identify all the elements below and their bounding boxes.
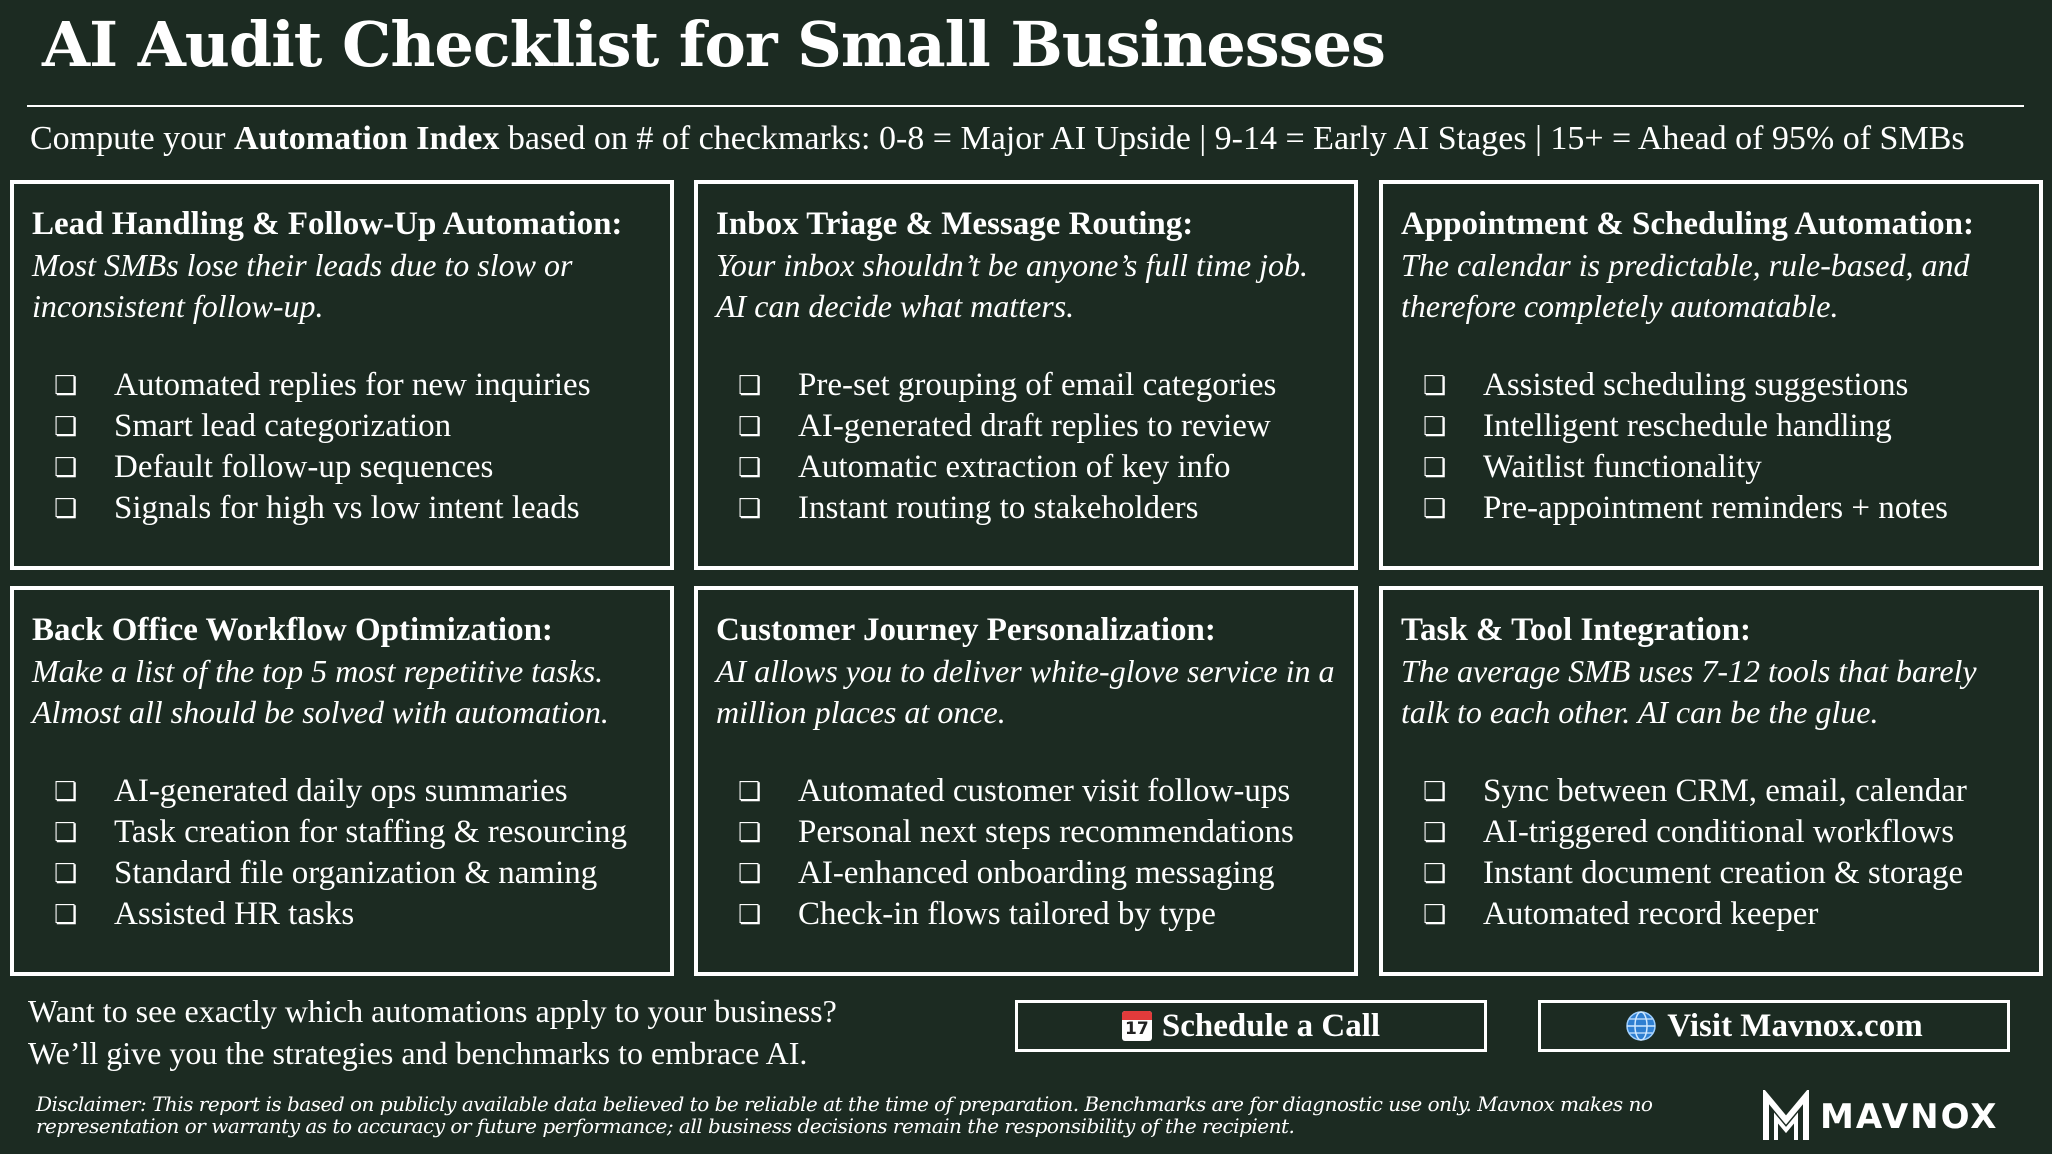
- checklist: [32, 365, 652, 529]
- checkbox-icon[interactable]: ❏: [738, 411, 762, 442]
- cta-line-1: Want to see exactly which automations apply to your business?: [28, 993, 837, 1029]
- card-title: Customer Journey Personalization:: [716, 612, 1216, 648]
- checkbox-icon[interactable]: ❏: [738, 452, 762, 483]
- checkbox-icon[interactable]: ❏: [1423, 411, 1447, 442]
- card-description: Most SMBs lose their leads due to slow or inconsistent follow-up.: [32, 247, 573, 324]
- checklist-item-label: Instant document creation & storage: [1483, 855, 1964, 891]
- checkbox-icon[interactable]: ❏: [738, 493, 762, 524]
- card-description: The average SMB uses 7-12 tools that barely talk to each other. AI can be the glue.: [1401, 653, 1977, 730]
- checklist: [32, 771, 652, 935]
- checklist-item-label: Automated record keeper: [1483, 896, 1819, 932]
- card-title: Task & Tool Integration:: [1401, 612, 1751, 648]
- checklist-item[interactable]: [716, 812, 1336, 853]
- checklist-item-label: AI-generated daily ops summaries: [114, 773, 568, 809]
- checklist-item[interactable]: [716, 853, 1336, 894]
- checkbox-icon[interactable]: ❏: [54, 858, 78, 889]
- checklist-item-label: Signals for high vs low intent leads: [114, 490, 580, 526]
- checklist-item[interactable]: [716, 447, 1336, 488]
- card-description: The calendar is predictable, rule-based, and therefore completely automatable.: [1401, 247, 1970, 324]
- checkbox-icon[interactable]: ❏: [1423, 817, 1447, 848]
- checkbox-icon[interactable]: ❏: [1423, 493, 1447, 524]
- card-description: Make a list of the top 5 most repetitive tasks. Almost all should be solved with automation.: [32, 653, 609, 730]
- card-description: Your inbox shouldn’t be anyone’s full time job. AI can decide what matters.: [716, 247, 1308, 324]
- checklist-item[interactable]: [32, 894, 652, 935]
- checklist-item[interactable]: [32, 812, 652, 853]
- checklist-item-label: Automated customer visit follow-ups: [798, 773, 1291, 809]
- checkbox-icon[interactable]: ❏: [738, 370, 762, 401]
- checklist-item[interactable]: [32, 447, 652, 488]
- checklist-item-label: Instant routing to stakeholders: [798, 490, 1199, 526]
- schedule-call-button[interactable]: [1015, 1000, 1487, 1052]
- checklist-item[interactable]: [1401, 488, 2021, 529]
- checklist-item[interactable]: [1401, 812, 2021, 853]
- checkbox-icon[interactable]: ❏: [738, 899, 762, 930]
- checkbox-icon[interactable]: ❏: [1423, 452, 1447, 483]
- schedule-call-label: Schedule a Call: [1161, 1007, 1381, 1044]
- checkbox-icon[interactable]: ❏: [54, 817, 78, 848]
- checklist-item-label: Waitlist functionality: [1483, 449, 1762, 485]
- checklist-item[interactable]: [1401, 894, 2021, 935]
- checklist-item-label: Assisted HR tasks: [114, 896, 355, 932]
- checklist-item[interactable]: [1401, 853, 2021, 894]
- globe-icon: [1625, 1010, 1657, 1042]
- visit-website-label: Visit Mavnox.com: [1667, 1007, 1923, 1044]
- checklist-item-label: Pre-set grouping of email categories: [798, 367, 1277, 403]
- checklist-item-label: AI-triggered conditional workflows: [1483, 814, 1955, 850]
- checklist: [1401, 771, 2021, 935]
- checklist: [1401, 365, 2021, 529]
- card-title: Back Office Workflow Optimization:: [32, 612, 553, 648]
- brand-logo: [1762, 1090, 1999, 1144]
- checklist: [716, 771, 1336, 935]
- card-title: Appointment & Scheduling Automation:: [1401, 206, 1975, 242]
- checkbox-icon[interactable]: ❏: [54, 899, 78, 930]
- title-divider: [27, 105, 2024, 107]
- legend-bold-term: Automation Index: [233, 120, 500, 157]
- checkbox-icon[interactable]: ❏: [54, 411, 78, 442]
- legend-scale: based on # of checkmarks: 0-8 = Major AI Upside | 9-14 = Early AI Stages | 15+ = Ahead of 95% of SMBs: [499, 120, 1965, 157]
- checklist-item-label: Check-in flows tailored by type: [798, 896, 1216, 932]
- checkbox-icon[interactable]: ❏: [54, 452, 78, 483]
- card-title: Lead Handling & Follow-Up Automation:: [32, 206, 623, 242]
- checklist-item[interactable]: [716, 488, 1336, 529]
- checklist-item-label: Sync between CRM, email, calendar: [1483, 773, 1967, 809]
- checklist-item[interactable]: [1401, 771, 2021, 812]
- checklist-item[interactable]: [1401, 365, 2021, 406]
- checklist-item-label: Intelligent reschedule handling: [1483, 408, 1892, 444]
- mavnox-logo-icon: [1762, 1090, 1810, 1144]
- card-customer-journey: [694, 586, 1358, 976]
- automation-index-legend: [30, 120, 1965, 158]
- checklist-item-label: Automatic extraction of key info: [798, 449, 1231, 485]
- checkbox-icon[interactable]: ❏: [1423, 899, 1447, 930]
- checklist-item[interactable]: [32, 771, 652, 812]
- call-to-action-text: [28, 990, 837, 1074]
- checklist-item-label: Smart lead categorization: [114, 408, 452, 444]
- checklist-item[interactable]: [32, 365, 652, 406]
- card-description: AI allows you to deliver white-glove service in a million places at once.: [716, 653, 1335, 730]
- checklist-item-label: Default follow-up sequences: [114, 449, 494, 485]
- checklist-item-label: AI-generated draft replies to review: [798, 408, 1271, 444]
- checklist-item-label: Personal next steps recommendations: [798, 814, 1294, 850]
- checkbox-icon[interactable]: ❏: [738, 858, 762, 889]
- checkbox-icon[interactable]: ❏: [738, 817, 762, 848]
- card-back-office: [10, 586, 674, 976]
- checkbox-icon[interactable]: ❏: [54, 493, 78, 524]
- calendar-day: 17: [1125, 1019, 1149, 1039]
- checklist-item-label: AI-enhanced onboarding messaging: [798, 855, 1275, 891]
- page-title: AI Audit Checklist for Small Businesses: [42, 8, 1385, 81]
- checklist-item[interactable]: [716, 894, 1336, 935]
- checklist-item-label: Standard file organization & naming: [114, 855, 598, 891]
- checklist-item-label: Task creation for staffing & resourcing: [114, 814, 627, 850]
- checklist-item-label: Automated replies for new inquiries: [114, 367, 591, 403]
- checklist-item[interactable]: [32, 853, 652, 894]
- card-tool-integration: [1379, 586, 2043, 976]
- checklist-item[interactable]: [32, 488, 652, 529]
- checkbox-icon[interactable]: ❏: [1423, 858, 1447, 889]
- legend-intro: Compute your: [30, 120, 234, 157]
- checkbox-icon[interactable]: ❏: [54, 370, 78, 401]
- visit-website-button[interactable]: [1538, 1000, 2010, 1052]
- checklist-item[interactable]: [716, 771, 1336, 812]
- brand-name: MAVNOX: [1820, 1097, 1999, 1137]
- checkbox-icon[interactable]: ❏: [54, 776, 78, 807]
- checklist-item[interactable]: [32, 406, 652, 447]
- card-inbox-triage: [694, 180, 1358, 570]
- checklist-item[interactable]: [716, 406, 1336, 447]
- checklist-item[interactable]: [1401, 406, 2021, 447]
- checklist: [716, 365, 1336, 529]
- checkbox-icon[interactable]: ❏: [1423, 370, 1447, 401]
- checklist-item-label: Assisted scheduling suggestions: [1483, 367, 1909, 403]
- cta-line-2: We’ll give you the strategies and benchmarks to embrace AI.: [28, 1035, 808, 1071]
- checkbox-icon[interactable]: ❏: [1423, 776, 1447, 807]
- checklist-item[interactable]: [1401, 447, 2021, 488]
- card-title: Inbox Triage & Message Routing:: [716, 206, 1194, 242]
- card-appointment-scheduling: [1379, 180, 2043, 570]
- card-lead-handling: [10, 180, 674, 570]
- disclaimer-text: Disclaimer: This report is based on publicly available data believed to be reliable at the time of preparation. Benchmarks are for diagnostic use only. Mavnox makes no representation or warranty as to accuracy or future performance; all business decisions remain the responsibility of the recipient.: [36, 1092, 1653, 1138]
- checkbox-icon[interactable]: ❏: [738, 776, 762, 807]
- checklist-item-label: Pre-appointment reminders + notes: [1483, 490, 1948, 526]
- calendar-icon: [1122, 1011, 1152, 1041]
- checklist-item[interactable]: [716, 365, 1336, 406]
